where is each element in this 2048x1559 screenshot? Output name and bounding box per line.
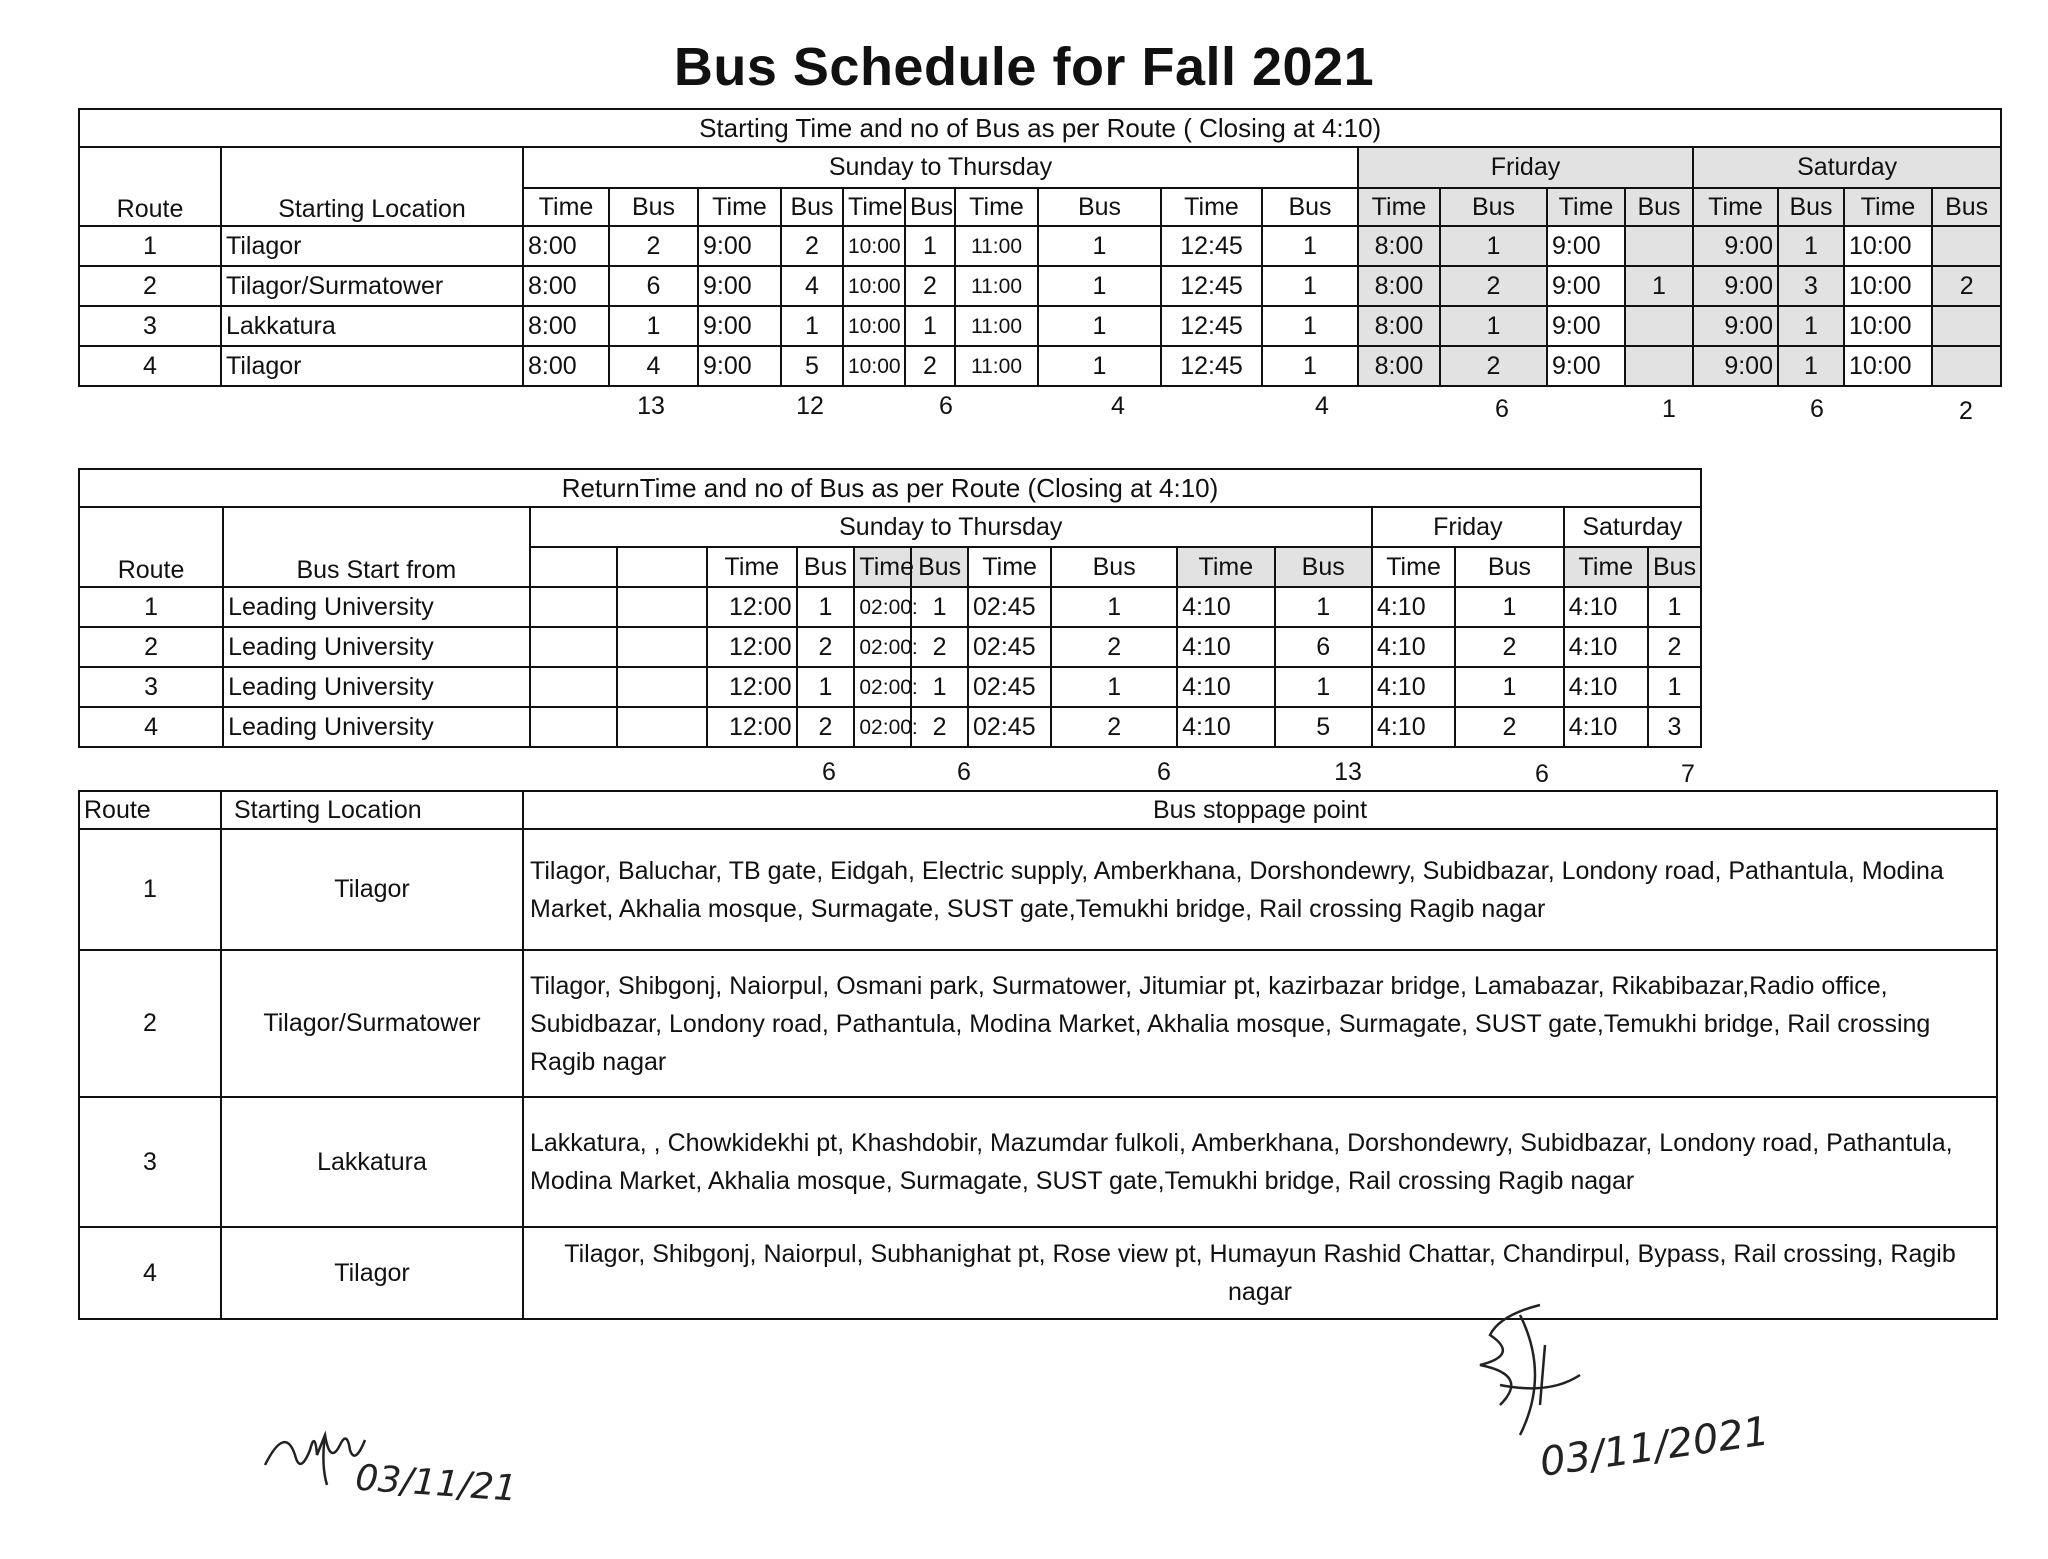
from-cell: Leading University [223, 667, 530, 707]
total-value: 6 [1157, 758, 1171, 786]
col-route: Route [79, 147, 221, 226]
time-cell: 4:10 [1372, 627, 1455, 667]
total-value: 2 [1959, 397, 1973, 425]
bus-cell: 1 [1455, 667, 1564, 707]
col-time: Time [1161, 188, 1262, 226]
bus-cell: 1 [1051, 667, 1177, 707]
route-cell: 1 [79, 587, 223, 627]
time-cell: 10:00 [1844, 346, 1932, 386]
time-cell: 10:00 [843, 306, 905, 346]
col-time: Time [698, 188, 781, 226]
col-bus: Bus [781, 188, 843, 226]
col-time: Time [1547, 188, 1625, 226]
time-cell: 10:00 [1844, 266, 1932, 306]
bus-cell [1932, 306, 2001, 346]
empty-cell [617, 587, 707, 627]
time-cell: 4:10 [1564, 587, 1648, 627]
time-cell: 02:45 [968, 587, 1051, 627]
bus-cell: 1 [905, 306, 955, 346]
route-cell: 3 [79, 306, 221, 346]
bus-cell: 3 [1778, 266, 1844, 306]
starting-schedule-table [78, 108, 2002, 387]
route-cell: 2 [79, 266, 221, 306]
col-bus: Bus [1455, 547, 1564, 587]
time-cell: 4:10 [1372, 587, 1455, 627]
time-cell: 9:00 [1547, 306, 1625, 346]
col-bus: Bus [1262, 188, 1358, 226]
bus-cell: 2 [1440, 266, 1547, 306]
page-title: Bus Schedule for Fall 2021 [673, 37, 1375, 97]
location-cell: Lakkatura [221, 306, 523, 346]
col-bus: Bus [1275, 547, 1372, 587]
total-value: 6 [939, 392, 953, 420]
time-cell: 4:10 [1372, 667, 1455, 707]
bus-cell: 2 [797, 707, 855, 747]
time-cell: 9:00 [698, 306, 781, 346]
time-cell: 9:00 [1693, 306, 1778, 346]
table-row [79, 587, 1701, 627]
col-time: Time [1693, 188, 1778, 226]
empty-cell [530, 627, 617, 667]
col-bus: Bus [1778, 188, 1844, 226]
time-cell: 4:10 [1177, 587, 1274, 627]
total-value: 13 [637, 392, 665, 420]
col-bus: Bus [1648, 547, 1701, 587]
bus-cell: 1 [1275, 587, 1372, 627]
total-value: 7 [1681, 760, 1695, 788]
time-cell: 12:00 [707, 587, 796, 627]
time-cell: 11:00 [955, 346, 1038, 386]
col-time: Time [1564, 547, 1648, 587]
bus-cell: 1 [797, 587, 855, 627]
col-bus: Bus [911, 547, 968, 587]
empty-cell [530, 547, 617, 587]
time-cell: 02:00: [854, 667, 911, 707]
bus-cell: 1 [911, 667, 968, 707]
bus-cell: 1 [1262, 266, 1358, 306]
time-cell: 02:45 [968, 627, 1051, 667]
table-row [79, 667, 1701, 707]
time-cell: 12:00 [707, 707, 796, 747]
group-sunday-thursday: Sunday to Thursday [523, 147, 1358, 188]
empty-cell [617, 667, 707, 707]
bus-cell: 1 [1262, 346, 1358, 386]
total-value: 4 [1111, 392, 1125, 420]
time-cell: 9:00 [1547, 346, 1625, 386]
stoppage-table [78, 790, 1998, 1320]
location-cell: Tilagor [221, 829, 523, 950]
from-cell: Leading University [223, 707, 530, 747]
col-starting-location: Starting Location [221, 791, 523, 829]
col-bus-stoppage-point: Bus stoppage point [523, 791, 1997, 829]
time-cell: 9:00 [1693, 266, 1778, 306]
total-value: 13 [1334, 758, 1362, 786]
group-friday: Friday [1372, 507, 1564, 547]
stoppage-points-cell: Tilagor, Baluchar, TB gate, Eidgah, Electric supply, Amberkhana, Dorshondewry, Subidbazar, Londony road, Pathantula, Modina Market, Akhalia mosque, Surmagate, SUST gate,Temukhi bridge, Rail crossing Ragib nagar [523, 829, 1997, 950]
bus-cell: 1 [797, 667, 855, 707]
bus-cell: 2 [609, 226, 698, 266]
time-cell: 12:00 [707, 627, 796, 667]
total-value: 6 [1810, 395, 1824, 423]
total-value: 4 [1315, 392, 1329, 420]
route-cell: 1 [79, 829, 221, 950]
col-time: Time [843, 188, 905, 226]
time-cell: 8:00 [1358, 226, 1440, 266]
col-time: Time [1844, 188, 1932, 226]
time-cell: 8:00 [1358, 306, 1440, 346]
location-cell: Tilagor [221, 1227, 523, 1319]
time-cell: 11:00 [955, 266, 1038, 306]
table-row [79, 1097, 1997, 1227]
col-bus-start-from: Bus Start from [223, 507, 530, 587]
col-bus: Bus [1038, 188, 1161, 226]
bus-cell: 2 [1455, 627, 1564, 667]
location-cell: Lakkatura [221, 1097, 523, 1227]
from-cell: Leading University [223, 587, 530, 627]
col-time: Time [1358, 188, 1440, 226]
table-row [79, 306, 2001, 346]
bus-cell: 2 [905, 266, 955, 306]
group-saturday: Saturday [1564, 507, 1701, 547]
time-cell: 02:00: [854, 587, 911, 627]
time-cell: 8:00 [1358, 266, 1440, 306]
bus-cell: 1 [1038, 266, 1161, 306]
total-value: 12 [796, 392, 824, 420]
bus-cell [1625, 346, 1693, 386]
time-cell: 12:45 [1161, 306, 1262, 346]
bus-cell: 2 [905, 346, 955, 386]
bus-cell: 1 [905, 226, 955, 266]
time-cell: 11:00 [955, 306, 1038, 346]
empty-cell [617, 707, 707, 747]
time-cell: 9:00 [698, 346, 781, 386]
time-cell: 12:00 [707, 667, 796, 707]
bus-cell: 5 [781, 346, 843, 386]
time-cell: 02:45 [968, 707, 1051, 747]
total-value: 6 [957, 758, 971, 786]
bus-cell: 1 [1440, 226, 1547, 266]
table-row [79, 627, 1701, 667]
starting-heading: Starting Time and no of Bus as per Route ( Closing at 4:10) [79, 109, 2001, 147]
from-cell: Leading University [223, 627, 530, 667]
bus-cell: 2 [1440, 346, 1547, 386]
group-saturday: Saturday [1693, 147, 2001, 188]
time-cell: 8:00 [523, 306, 609, 346]
empty-cell [530, 707, 617, 747]
time-cell: 4:10 [1564, 707, 1648, 747]
table-row [79, 346, 2001, 386]
time-cell: 10:00 [1844, 306, 1932, 346]
bus-cell: 2 [1455, 707, 1564, 747]
col-time: Time [1372, 547, 1455, 587]
col-time: Time [968, 547, 1051, 587]
time-cell: 9:00 [1693, 226, 1778, 266]
bus-cell: 1 [1440, 306, 1547, 346]
time-cell: 02:00: [854, 627, 911, 667]
time-cell: 9:00 [698, 226, 781, 266]
bus-cell: 6 [1275, 627, 1372, 667]
route-cell: 4 [79, 1227, 221, 1319]
bus-cell: 1 [1778, 306, 1844, 346]
time-cell: 11:00 [955, 226, 1038, 266]
bus-cell: 2 [1051, 627, 1177, 667]
time-cell: 02:45 [968, 667, 1051, 707]
col-bus: Bus [609, 188, 698, 226]
col-route: Route [79, 507, 223, 587]
time-cell: 10:00 [843, 346, 905, 386]
time-cell: 8:00 [523, 226, 609, 266]
route-cell: 3 [79, 667, 223, 707]
group-friday: Friday [1358, 147, 1693, 188]
bus-cell [1625, 226, 1693, 266]
bus-cell [1625, 306, 1693, 346]
right-signature-date: 03/11/2021 [1537, 1408, 1772, 1486]
col-time: Time [955, 188, 1038, 226]
bus-cell: 2 [781, 226, 843, 266]
time-cell: 8:00 [523, 266, 609, 306]
route-cell: 4 [79, 707, 223, 747]
bus-cell: 2 [911, 707, 968, 747]
bus-cell [1932, 346, 2001, 386]
bus-cell: 1 [1648, 587, 1701, 627]
time-cell: 12:45 [1161, 266, 1262, 306]
bus-cell: 2 [1932, 266, 2001, 306]
time-cell: 12:45 [1161, 226, 1262, 266]
time-cell: 9:00 [1547, 226, 1625, 266]
bus-cell: 4 [781, 266, 843, 306]
bus-cell: 6 [609, 266, 698, 306]
group-sunday-thursday: Sunday to Thursday [530, 507, 1372, 547]
time-cell: 10:00 [843, 226, 905, 266]
col-starting-location: Starting Location [221, 147, 523, 226]
left-signature [255, 1395, 519, 1515]
route-cell: 2 [79, 950, 221, 1097]
total-value: 6 [822, 758, 836, 786]
bus-cell: 1 [1648, 667, 1701, 707]
bus-cell: 1 [781, 306, 843, 346]
col-bus: Bus [1440, 188, 1547, 226]
col-bus: Bus [1051, 547, 1177, 587]
route-cell: 1 [79, 226, 221, 266]
bus-cell: 1 [1262, 226, 1358, 266]
location-cell: Tilagor [221, 226, 523, 266]
table-row [79, 266, 2001, 306]
bus-cell: 4 [609, 346, 698, 386]
table-row [79, 226, 2001, 266]
col-route: Route [79, 791, 221, 829]
bus-cell: 1 [1038, 306, 1161, 346]
right-signature [1460, 1295, 1772, 1486]
empty-cell [530, 587, 617, 627]
total-value: 6 [1535, 760, 1549, 788]
time-cell: 12:45 [1161, 346, 1262, 386]
time-cell: 9:00 [1693, 346, 1778, 386]
time-cell: 10:00 [843, 266, 905, 306]
time-cell: 4:10 [1372, 707, 1455, 747]
bus-cell: 1 [1778, 346, 1844, 386]
location-cell: Tilagor [221, 346, 523, 386]
time-cell: 4:10 [1564, 667, 1648, 707]
time-cell: 9:00 [698, 266, 781, 306]
stoppage-points-cell: Tilagor, Shibgonj, Naiorpul, Osmani park, Surmatower, Jitumiar pt, kazirbazar bridge, Lamabazar, Rikabibazar,Radio office, Subidbazar, Londony road, Pathantula, Modina Market, Akhalia mosque, Surmagate, SUST gate,Temukhi bridge, Rail crossing Ragib nagar [523, 950, 1997, 1097]
total-value: 1 [1662, 395, 1676, 423]
col-bus: Bus [1932, 188, 2001, 226]
bus-cell: 1 [1038, 226, 1161, 266]
bus-cell: 1 [609, 306, 698, 346]
route-cell: 2 [79, 627, 223, 667]
time-cell: 8:00 [523, 346, 609, 386]
bus-cell: 1 [1051, 587, 1177, 627]
return-heading: ReturnTime and no of Bus as per Route (Closing at 4:10) [79, 469, 1701, 507]
table-row [79, 707, 1701, 747]
time-cell: 4:10 [1564, 627, 1648, 667]
bus-cell: 1 [1455, 587, 1564, 627]
table-row [79, 829, 1997, 950]
left-signature-date: 03/11/21 [353, 1457, 519, 1510]
bus-cell: 1 [1262, 306, 1358, 346]
route-cell: 3 [79, 1097, 221, 1227]
empty-cell [530, 667, 617, 707]
route-cell: 4 [79, 346, 221, 386]
bus-cell: 2 [1051, 707, 1177, 747]
bus-cell: 1 [1038, 346, 1161, 386]
col-bus: Bus [905, 188, 955, 226]
empty-cell [617, 627, 707, 667]
time-cell: 4:10 [1177, 667, 1274, 707]
time-cell: 8:00 [1358, 346, 1440, 386]
location-cell: Tilagor/Surmatower [221, 266, 523, 306]
table-row [79, 950, 1997, 1097]
bus-cell: 1 [1275, 667, 1372, 707]
col-time: Time [1177, 547, 1274, 587]
col-bus: Bus [797, 547, 855, 587]
bus-cell: 1 [911, 587, 968, 627]
total-value: 6 [1495, 395, 1509, 423]
col-time: Time [854, 547, 911, 587]
return-schedule-table [78, 468, 1702, 748]
bus-cell: 5 [1275, 707, 1372, 747]
stoppage-points-cell: Tilagor, Shibgonj, Naiorpul, Subhanighat pt, Rose view pt, Humayun Rashid Chattar, Chandirpul, Bypass, Rail crossing, Ragib nagar [523, 1227, 1997, 1319]
bus-cell: 1 [1778, 226, 1844, 266]
col-bus: Bus [1625, 188, 1693, 226]
bus-cell: 1 [1625, 266, 1693, 306]
col-time: Time [523, 188, 609, 226]
time-cell: 9:00 [1547, 266, 1625, 306]
bus-cell: 3 [1648, 707, 1701, 747]
bus-cell [1932, 226, 2001, 266]
time-cell: 02:00: [854, 707, 911, 747]
bus-cell: 2 [911, 627, 968, 667]
col-time: Time [707, 547, 796, 587]
stoppage-points-cell: Lakkatura, , Chowkidekhi pt, Khashdobir, Mazumdar fulkoli, Amberkhana, Dorshondewry, Subidbazar, Londony road, Pathantula, Modina Market, Akhalia mosque, Surmagate, SUST gate,Temukhi bridge, Rail crossing Ragib nagar [523, 1097, 1997, 1227]
location-cell: Tilagor/Surmatower [221, 950, 523, 1097]
empty-cell [617, 547, 707, 587]
time-cell: 4:10 [1177, 627, 1274, 667]
time-cell: 4:10 [1177, 707, 1274, 747]
bus-cell: 2 [797, 627, 855, 667]
bus-cell: 2 [1648, 627, 1701, 667]
time-cell: 10:00 [1844, 226, 1932, 266]
